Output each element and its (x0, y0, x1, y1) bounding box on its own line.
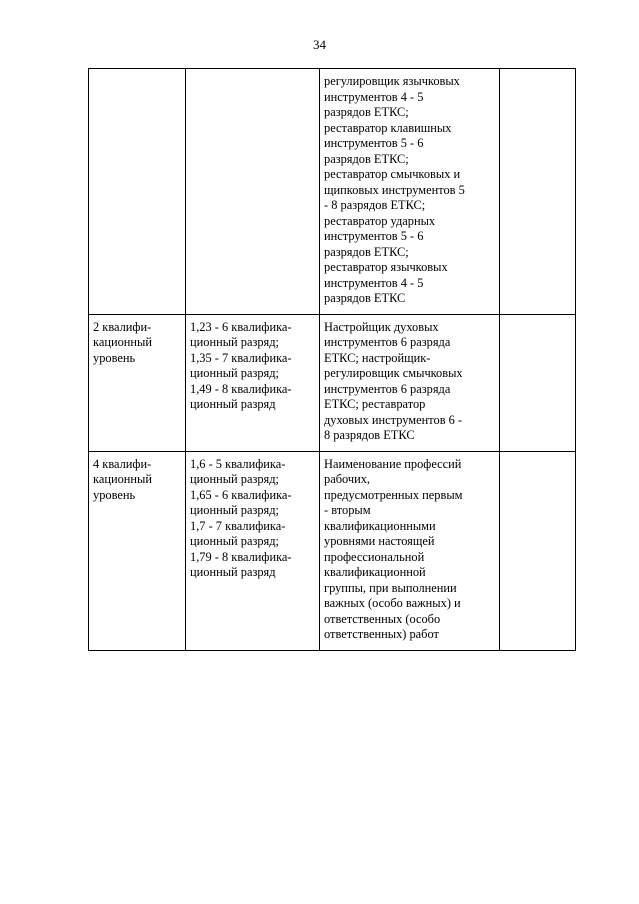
text-line: реставратор язычковых (324, 260, 448, 274)
professions-cell (320, 451, 500, 650)
text-line: - вторым (324, 503, 371, 517)
text-line: Настройщик духовых (324, 319, 439, 334)
text-line: уровень (93, 487, 136, 502)
text-line: 1,6 - 5 квалифика- (190, 456, 286, 471)
text-line: регулировщик язычковых (324, 74, 460, 88)
text-line: 1,35 - 7 квалифика- (190, 350, 292, 365)
text-line: инструментов 6 разряда (324, 335, 451, 349)
text-line: инструментов 5 - 6 (324, 136, 424, 150)
coefficient-cell (186, 314, 320, 451)
text-line: ционный разряд; (190, 534, 280, 548)
text-line: ционный разряд; (190, 335, 280, 349)
text-line: 1,79 - 8 квалифика- (190, 549, 292, 564)
text-line: 8 разрядов ЕТКС (324, 428, 415, 442)
text-line: ответственных) работ (324, 627, 439, 641)
text-line: квалификационными (324, 518, 436, 533)
professions-cell (320, 314, 500, 451)
text-line: разрядов ЕТКС; (324, 151, 409, 166)
text-line: кационный (93, 335, 153, 349)
text-line: ционный разряд; (190, 503, 280, 517)
text-line: щипковых инструментов 5 (324, 182, 465, 197)
text-line: ответственных (особо (324, 611, 441, 626)
table-body (89, 69, 576, 651)
text-line: профессиональной (324, 549, 425, 564)
text-line: рабочих, (324, 472, 371, 486)
text-line: 1,23 - 6 квалифика- (190, 319, 292, 334)
text-line: 1,7 - 7 квалифика- (190, 518, 286, 533)
text-line: разрядов ЕТКС; (324, 244, 409, 259)
text-line: ЕТКС; настройщик- (324, 350, 431, 365)
text-line: уровнями настоящей (324, 534, 435, 548)
table-row (89, 69, 576, 315)
text-line: ционный разряд (190, 397, 276, 411)
coefficient-cell (186, 451, 320, 650)
text-line: реставратор смычковых и (324, 167, 461, 181)
qualification-level-cell (89, 69, 186, 315)
page-number: 34 (313, 37, 326, 52)
text-line: реставратор клавишных (324, 120, 452, 135)
text-line: 4 квалифи- (93, 456, 152, 471)
text-line: духовых инструментов 6 - (324, 412, 463, 427)
text-line: Наименование профессий (324, 456, 462, 471)
text-line: регулировщик смычковых (324, 366, 463, 380)
qualification-level-cell (89, 451, 186, 650)
text-line: ционный разряд; (190, 366, 280, 380)
text-line: разрядов ЕТКС; (324, 105, 409, 119)
text-line: квалификационной (324, 565, 426, 579)
extra-cell (500, 69, 576, 315)
text-line: группы, при выполнении (324, 580, 457, 595)
text-line: 2 квалифи- (93, 319, 152, 334)
professions-cell (320, 69, 500, 315)
extra-cell (500, 314, 576, 451)
table-row (89, 314, 576, 451)
text-line: разрядов ЕТКС (324, 291, 406, 305)
text-line: 1,49 - 8 квалифика- (190, 381, 292, 396)
text-line: инструментов 6 разряда (324, 381, 451, 396)
text-line: инструментов 5 - 6 (324, 229, 424, 243)
text-line: ционный разряд (190, 565, 276, 579)
coefficient-cell (186, 69, 320, 315)
table-row (89, 451, 576, 650)
text-line: ЕТКС; реставратор (324, 397, 426, 411)
text-line: ционный разряд; (190, 472, 280, 486)
text-line: важных (особо важных) и (324, 596, 461, 610)
text-line: 1,65 - 6 квалифика- (190, 487, 292, 502)
text-line: кационный (93, 472, 153, 486)
text-line: - 8 разрядов ЕТКС; (324, 198, 426, 212)
qualification-table (88, 68, 576, 651)
text-line: уровень (93, 350, 136, 365)
text-line: инструментов 4 - 5 (324, 275, 424, 290)
extra-cell (500, 451, 576, 650)
qualification-level-cell (89, 314, 186, 451)
text-line: инструментов 4 - 5 (324, 89, 424, 104)
text-line: реставратор ударных (324, 213, 436, 228)
text-line: предусмотренных первым (324, 487, 463, 502)
